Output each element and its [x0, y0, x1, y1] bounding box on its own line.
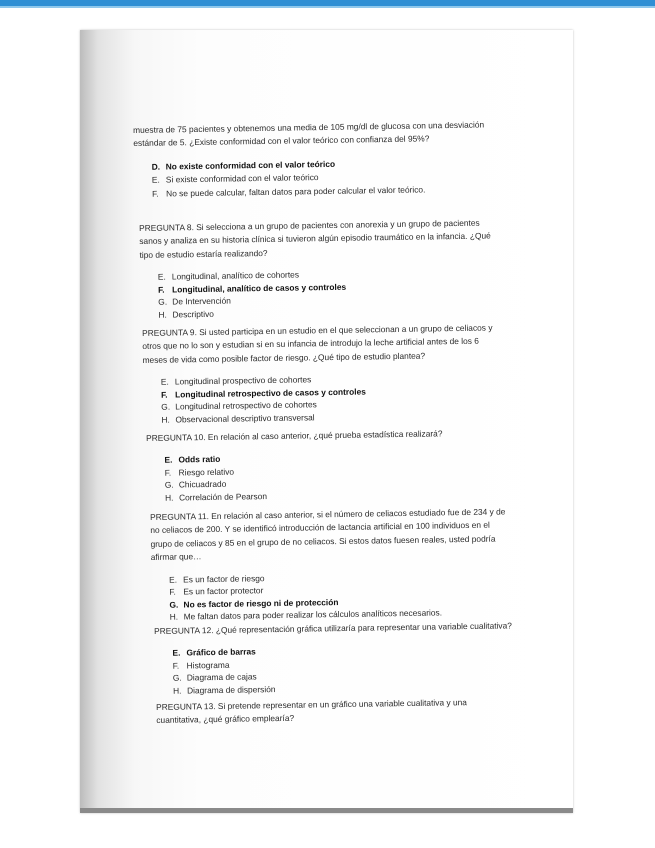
option-g: G. Chicuadrado	[164, 479, 227, 491]
question-13	[156, 696, 467, 728]
options-list	[152, 155, 486, 200]
options-list	[164, 450, 443, 504]
question-8	[139, 216, 492, 321]
option-g: G. No es factor de riesgo ni de protección	[169, 596, 339, 610]
option-h: H. Descriptivo	[158, 308, 214, 320]
question-9	[142, 321, 494, 426]
question-line: estándar de 5. ¿Existe conformidad con el valor teórico con confianza del 95%?	[133, 133, 430, 149]
options-list	[158, 266, 492, 321]
question-line: PREGUNTA 11. En relación al caso anterior, si el número de celiacos estudiado fue de 234 y de	[150, 506, 506, 522]
option-g: G. Longitudinal retrospectivo de cohortes	[161, 399, 317, 412]
question-line: tipo de estudio estaría realizando?	[139, 247, 268, 260]
option-e: E. Odds ratio	[164, 454, 221, 466]
option-f: F. Riesgo relativo	[164, 466, 235, 478]
question-7-continuation	[133, 118, 485, 201]
option-f: F. Histograma	[172, 659, 230, 671]
question-line: afirmar que…	[150, 551, 202, 563]
options-list	[172, 642, 513, 697]
option-e: E. Es un factor de riesgo	[168, 572, 265, 585]
option-g: G. De Intervención	[158, 295, 231, 307]
options-list	[169, 568, 507, 623]
question-10	[146, 427, 443, 504]
option-g: G. Diagrama de cajas	[172, 671, 257, 684]
question-line: cuantitativa, ¿qué gráfico emplearía?	[156, 713, 295, 726]
option-f: F. Es un factor protector	[169, 585, 264, 597]
option-h: H. Correlación de Pearson	[164, 491, 268, 503]
sheet-bottom-edge	[80, 808, 573, 813]
option-h: H. Me faltan datos para poder realizar los cálculos analíticos necesarios.	[169, 607, 443, 622]
options-list	[161, 371, 494, 426]
option-e: E. Si existe conformidad con el valor teórico	[151, 172, 319, 185]
option-d: D. No existe conformidad con el valor teórico	[151, 158, 336, 172]
question-line: no celiacos de 200. Y se identificó introducción de lactancia artificial en 100 individuos en el	[150, 520, 490, 536]
question-line: muestra de 75 pacientes y obtenemos una media de 105 mg/dl de glucosa con una desviación	[133, 119, 485, 135]
question-line: sanos y analiza en su historia clínica si tuvieron algún episodio traumático en la infancia. ¿Qué	[139, 230, 491, 247]
question-line: PREGUNTA 8. Si selecciona a un grupo de pacientes con anorexia y un grupo de pacientes	[139, 217, 480, 233]
question-line: meses de vida como posible factor de riesgo. ¿Qué tipo de estudio plantea?	[142, 350, 426, 365]
question-line: PREGUNTA 12. ¿Qué representación gráfica utilizaría para representar una variable cualitativa?	[154, 620, 512, 636]
question-line: otros que no lo son y estudian si en su infancia de introdujo la leche artificial antes de los 6	[142, 336, 479, 352]
option-f: F. Longitudinal, analítico de casos y controles	[157, 281, 347, 295]
option-e: E. Longitudinal, analítico de cohortes	[157, 269, 300, 282]
option-e: E. Gráfico de barras	[172, 646, 256, 659]
question-line: PREGUNTA 13. Si pretende representar en un gráfico una variable cualitativa y una	[156, 697, 467, 712]
question-12	[154, 619, 513, 697]
option-h: H. Diagrama de dispersión	[172, 684, 276, 696]
option-e: E. Longitudinal prospectivo de cohortes	[160, 374, 312, 387]
option-h: H. Observacional descriptivo transversal	[161, 412, 315, 425]
question-line: PREGUNTA 9. Si usted participa en un estudio en el que seleccionan a un grupo de celiacos y	[142, 322, 493, 338]
scanner-edge-highlight	[0, 6, 655, 8]
question-line: grupo de celiacos y 85 en el grupo de no celiacos. Si estos datos fuesen reales, usted podría	[150, 533, 496, 549]
question-line: PREGUNTA 10. En relación al caso anterior, ¿qué prueba estadística realizará?	[146, 428, 443, 443]
option-f: F. No se puede calcular, faltan datos para poder calcular el valor teórico.	[152, 184, 426, 199]
option-f: F. Longitudinal retrospectivo de casos y controles	[160, 386, 366, 400]
question-11	[150, 505, 507, 623]
